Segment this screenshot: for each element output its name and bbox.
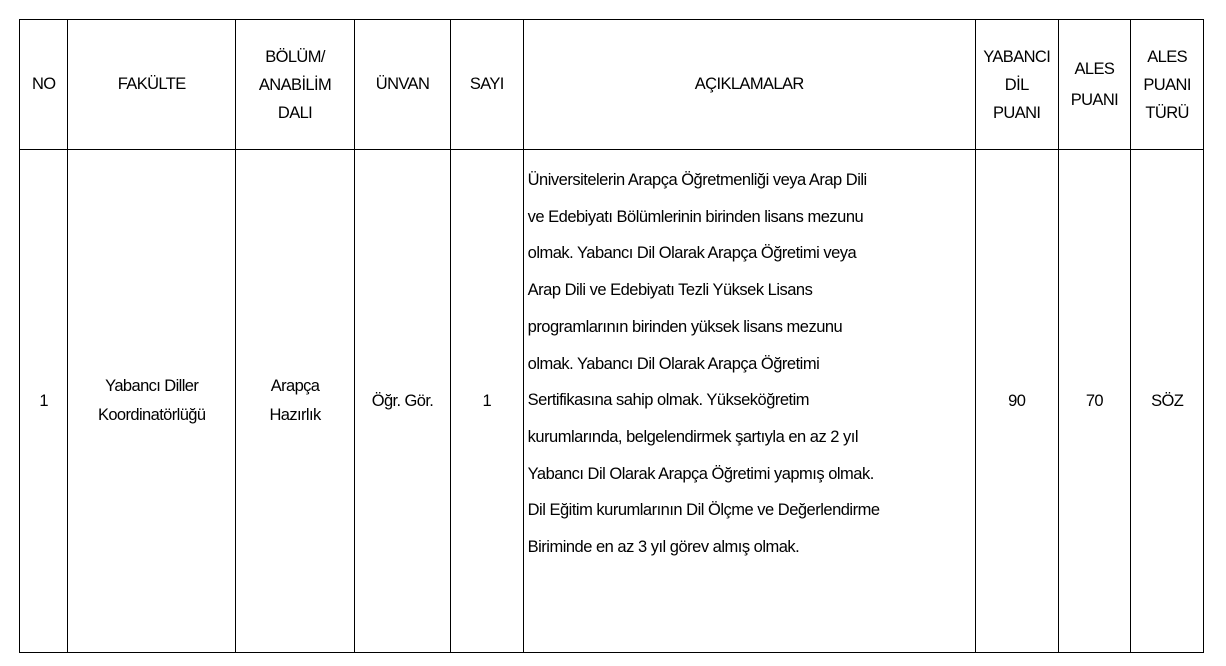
cell-department: Arapça Hazırlık <box>235 150 354 653</box>
header-ales-score: ALES PUANI <box>1058 20 1131 150</box>
job-posting-table <box>19 19 1204 653</box>
cell-faculty: Yabancı Diller Koordinatörlüğü <box>68 150 236 653</box>
header-language-score: YABANCI DİL PUANI <box>975 20 1058 150</box>
header-row <box>20 20 1204 150</box>
header-department: BÖLÜM/ ANABİLİM DALI <box>235 20 354 150</box>
header-no: NO <box>20 20 68 150</box>
header-description: AÇIKLAMALAR <box>523 20 975 150</box>
header-ales-type: ALES PUANI TÜRÜ <box>1131 20 1204 150</box>
cell-ales-type: SÖZ <box>1131 150 1204 653</box>
cell-language-score: 90 <box>975 150 1058 653</box>
cell-description <box>523 150 975 653</box>
cell-ales-score: 70 <box>1058 150 1131 653</box>
header-title: ÜNVAN <box>355 20 451 150</box>
cell-count: 1 <box>450 150 523 653</box>
description-text: Üniversitelerin Arapça Öğretmenliği veya Arap Dili ve Edebiyatı Bölümlerinin birinden lisans mezunu olmak. Yabancı Dil Olarak Arapça Öğretimi veya Arap Dili ve Edebiyatı Tezli Yüksek Lisans programlarının birinden yüksek lisans mezunu olmak. Yabancı Dil Olarak Arapça Öğretimi Sertifikasına sahip olmak. Yükseköğretim kurumlarında, belgelendirmek şartıyla en az 2 yıl Yabancı Dil Olarak Arapça Öğretimi yapmış olmak. Dil Eğitim kurumlarının Dil Ölçme ve Değerlendirme Biriminde en az 3 yıl görev almış olmak. <box>527 171 880 557</box>
header-count: SAYI <box>450 20 523 150</box>
table-row <box>20 150 1204 653</box>
header-faculty: FAKÜLTE <box>68 20 236 150</box>
cell-title: Öğr. Gör. <box>355 150 451 653</box>
cell-no: 1 <box>20 150 68 653</box>
